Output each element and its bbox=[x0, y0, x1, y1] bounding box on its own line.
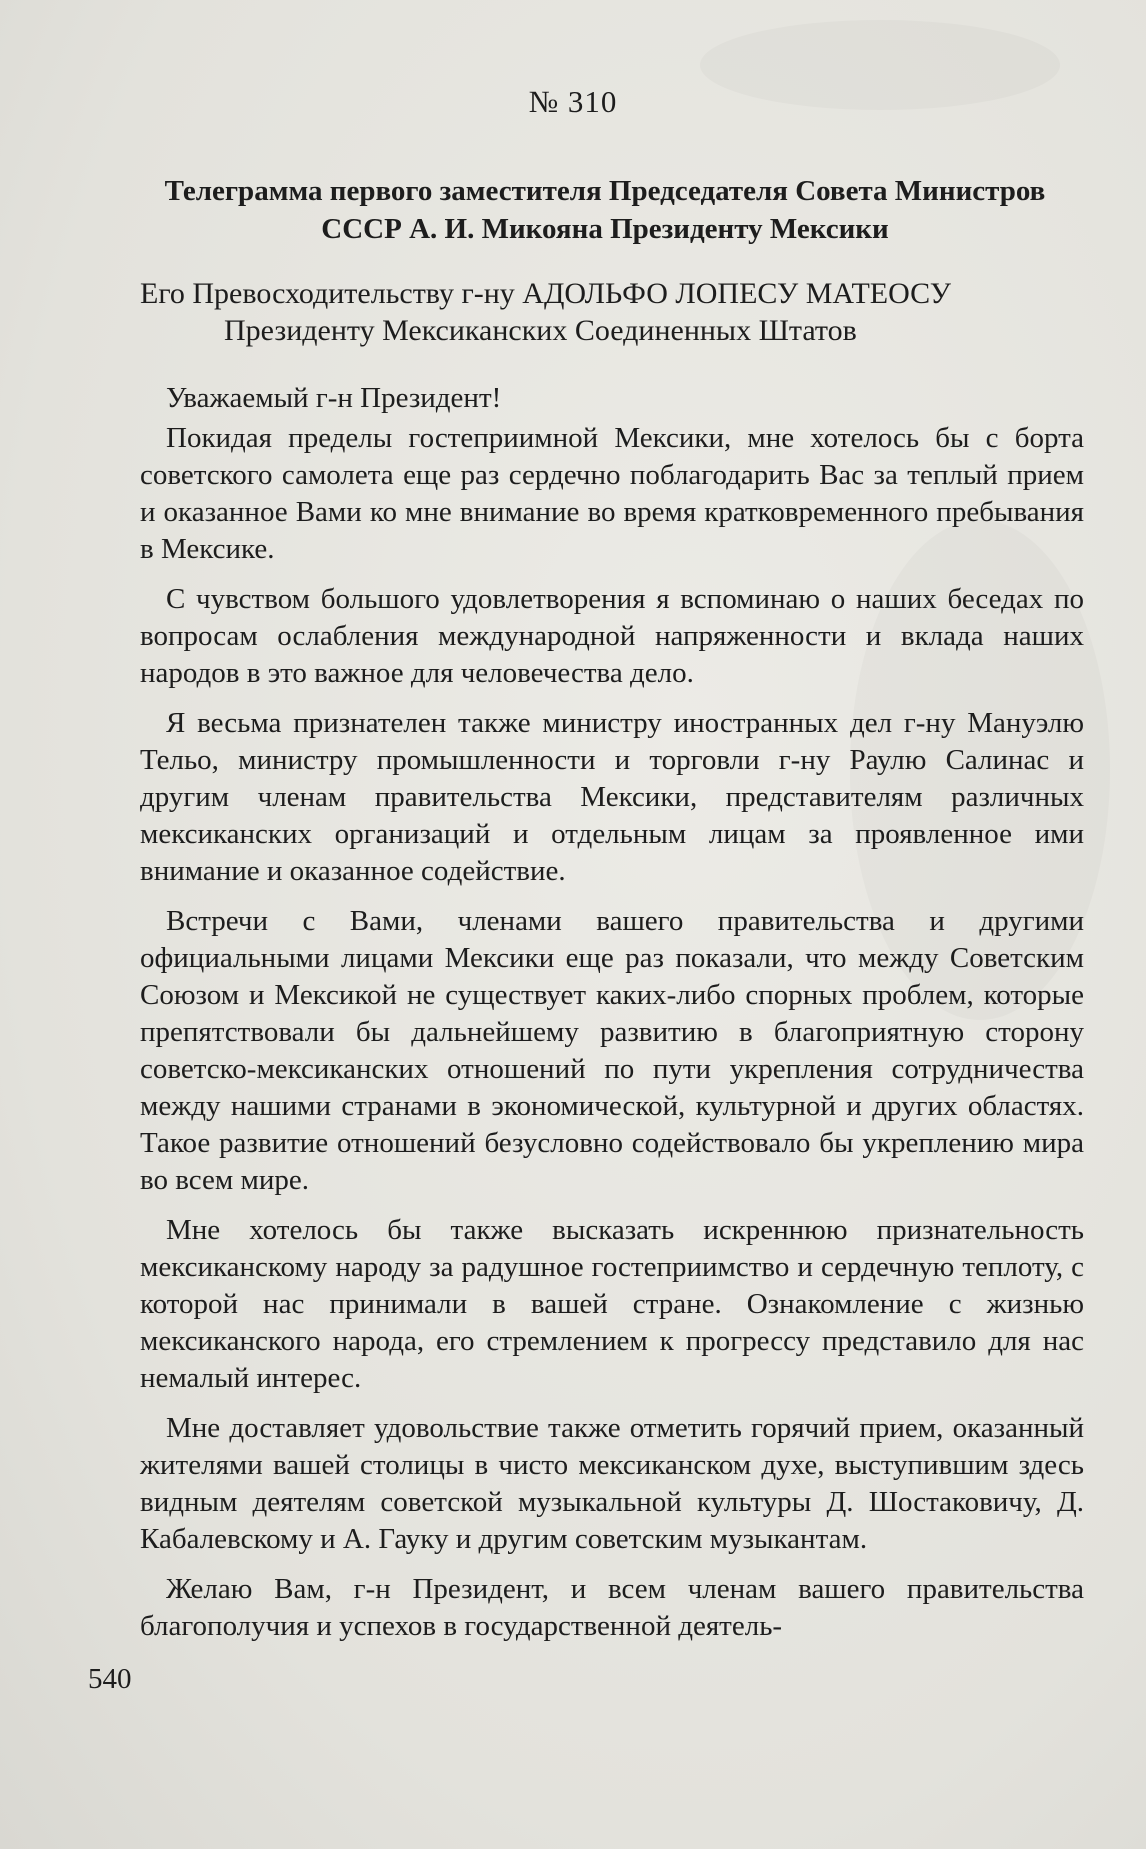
page-number: 540 bbox=[88, 1663, 132, 1695]
paragraph: Мне хотелось бы также высказать искреннюю признательность мексиканскому народу за радушное гостеприимство и сердечную теплоту, с которой нас принимали в вашей стране. Ознакомление с жизнью мексиканского народа, его стремлением к прогрессу представило для нас немалый интерес. bbox=[140, 1214, 1084, 1394]
addressee-title: Президенту Мексиканских Соединенных Штатов bbox=[224, 314, 857, 347]
letter-body bbox=[140, 420, 1084, 1658]
paragraph: Покидая пределы гостеприимной Мексики, мне хотелось бы с борта советского самолета еще раз сердечно поблагодарить Вас за теплый прием и оказанное Вами ко мне внимание во время кратковременного пребывания в Мексике. bbox=[140, 422, 1084, 565]
document-title: Телеграмма первого заместителя Председателя Совета Министров СССР А. И. Микояна Президенту Мексики bbox=[164, 175, 1046, 245]
salutation: Уважаемый г-н Президент! bbox=[166, 382, 502, 414]
paragraph: Мне доставляет удовольствие также отметить горячий прием, оказанный жителями вашей столицы в чисто мексиканском духе, выступившим здесь видным деятелям советской музыкальной культуры Д. Шостаковичу, Д. Кабалевскому и А. Гауку и другим советским музыкантам. bbox=[140, 1412, 1084, 1555]
document-number: № 310 bbox=[528, 84, 618, 119]
paragraph: Желаю Вам, г-н Президент, и всем членам вашего правительства благополучия и успехов в государственной деятель- bbox=[140, 1573, 1084, 1642]
paragraph: Я весьма признателен также министру иностранных дел г-ну Мануэлю Тельо, министру промышленности и торговли г-ну Раулю Салинас и другим членам правительства Мексики, представителям различных мексиканских организаций и отдельным лицам за проявленное ими внимание и оказанное содействие. bbox=[140, 707, 1084, 887]
addressee-name: Его Превосходительству г-ну АДОЛЬФО ЛОПЕСУ МАТЕОСУ bbox=[140, 277, 951, 310]
paragraph: Встречи с Вами, членами вашего правительства и другими официальными лицами Мексики еще раз показали, что между Советским Союзом и Мексикой не существует каких-либо спорных проблем, которые препятствовали бы дальнейшему развитию в благоприятную сторону советско-мексиканских отношений по пути укрепления сотрудничества между нашими странами в экономической, культурной и других областях. Такое развитие отношений безусловно содействовало бы укреплению мира во всем мире. bbox=[140, 905, 1084, 1196]
paragraph: С чувством большого удовлетворения я вспоминаю о наших беседах по вопросам ослабления международной напряженности и вклада наших народов в это важное для человечества дело. bbox=[140, 583, 1084, 689]
